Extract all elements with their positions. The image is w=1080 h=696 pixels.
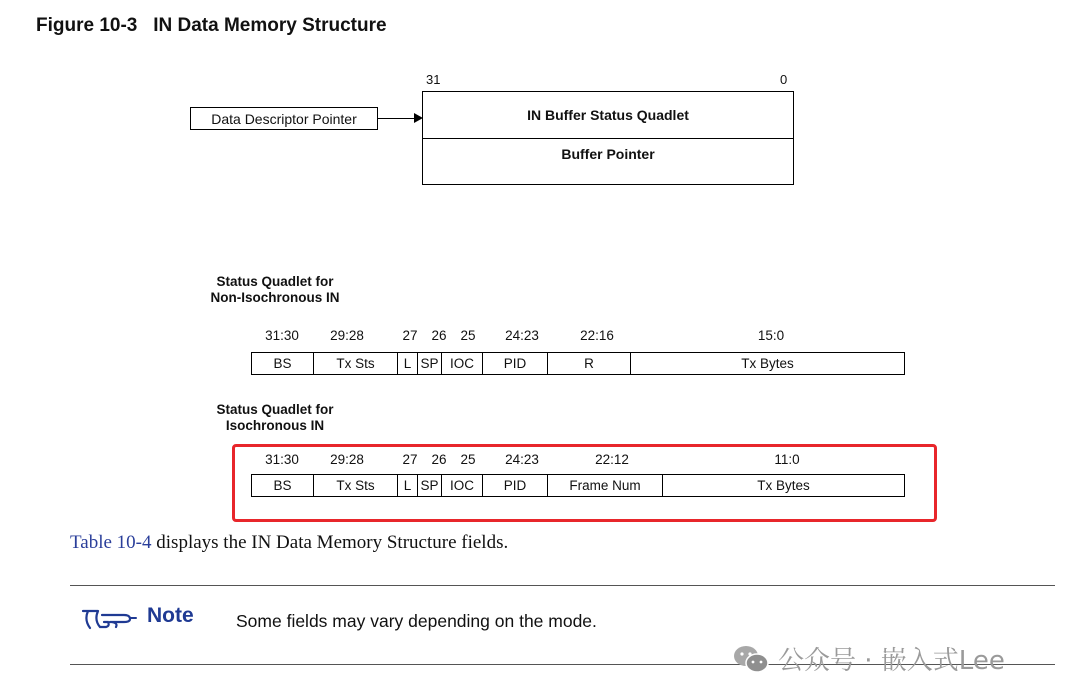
bit-range: 27 bbox=[402, 452, 418, 467]
non-iso-caption-line1: Status Quadlet for bbox=[216, 274, 334, 289]
field-cell: Tx Sts bbox=[314, 475, 398, 496]
non-iso-caption-line2: Non-Isochronous IN bbox=[210, 290, 340, 305]
iso-caption-line2: Isochronous IN bbox=[225, 418, 325, 433]
bit-range: 31:30 bbox=[265, 328, 299, 343]
bit-range: 22:16 bbox=[580, 328, 614, 343]
bit-range: 11:0 bbox=[774, 452, 800, 467]
paragraph-text: displays the IN Data Memory Structure fields. bbox=[151, 532, 509, 553]
bit-range: 26 bbox=[431, 452, 447, 467]
field-cell: Tx Sts bbox=[314, 353, 398, 374]
pointer-arrow-line bbox=[378, 118, 414, 119]
bit-range: 25 bbox=[460, 328, 476, 343]
non-iso-bit-ranges bbox=[251, 328, 904, 346]
non-iso-caption bbox=[200, 274, 350, 306]
figure-title: Figure 10-3 IN Data Memory Structure bbox=[36, 15, 387, 36]
field-cell: L bbox=[398, 353, 418, 374]
divider-top bbox=[70, 585, 1055, 586]
bit-low-label: 0 bbox=[780, 72, 788, 87]
bit-range: 24:23 bbox=[505, 328, 539, 343]
non-iso-field-table bbox=[251, 352, 905, 375]
field-cell: Tx Bytes bbox=[757, 478, 810, 493]
bit-range: 26 bbox=[431, 328, 447, 343]
pointing-hand-icon bbox=[80, 606, 142, 637]
field-cell: Frame Num bbox=[548, 475, 663, 496]
body-paragraph bbox=[70, 532, 508, 554]
data-descriptor-pointer-box: Data Descriptor Pointer bbox=[190, 107, 378, 130]
iso-caption-line1: Status Quadlet for bbox=[216, 402, 334, 417]
field-cell: SP bbox=[418, 353, 442, 374]
iso-caption bbox=[200, 402, 350, 434]
bit-range: 29:28 bbox=[330, 452, 364, 467]
watermark bbox=[732, 640, 1005, 677]
bit-range: 22:12 bbox=[595, 452, 629, 467]
field-cell: L bbox=[398, 475, 418, 496]
field-cell: IOC bbox=[442, 475, 483, 496]
bit-range: 29:28 bbox=[330, 328, 364, 343]
memory-structure-box bbox=[422, 91, 794, 185]
iso-field-table bbox=[251, 474, 905, 497]
note-label: Note bbox=[147, 604, 194, 627]
watermark-text: 公众号 · 嵌入式Lee bbox=[778, 646, 1005, 676]
field-cell: SP bbox=[418, 475, 442, 496]
field-cell: BS bbox=[252, 353, 314, 374]
iso-bit-ranges bbox=[251, 452, 904, 470]
bit-range: 27 bbox=[402, 328, 418, 343]
bit-range: 31:30 bbox=[265, 452, 299, 467]
bit-high-label: 31 bbox=[426, 72, 441, 87]
field-cell: Tx Bytes bbox=[741, 356, 794, 371]
wechat-icon bbox=[732, 644, 770, 674]
bit-range: 15:0 bbox=[757, 328, 785, 343]
field-cell: PID bbox=[483, 353, 548, 374]
status-quadlet-row: IN Buffer Status Quadlet bbox=[423, 92, 793, 139]
buffer-pointer-row: Buffer Pointer bbox=[561, 146, 655, 162]
table-reference-link[interactable]: Table 10-4 bbox=[70, 532, 152, 553]
field-cell: BS bbox=[252, 475, 314, 496]
field-cell: R bbox=[548, 353, 631, 374]
field-cell: IOC bbox=[442, 353, 483, 374]
field-cell: PID bbox=[483, 475, 548, 496]
bit-range: 24:23 bbox=[505, 452, 539, 467]
note-text: Some fields may vary depending on the mode. bbox=[236, 611, 597, 631]
bit-range: 25 bbox=[460, 452, 476, 467]
